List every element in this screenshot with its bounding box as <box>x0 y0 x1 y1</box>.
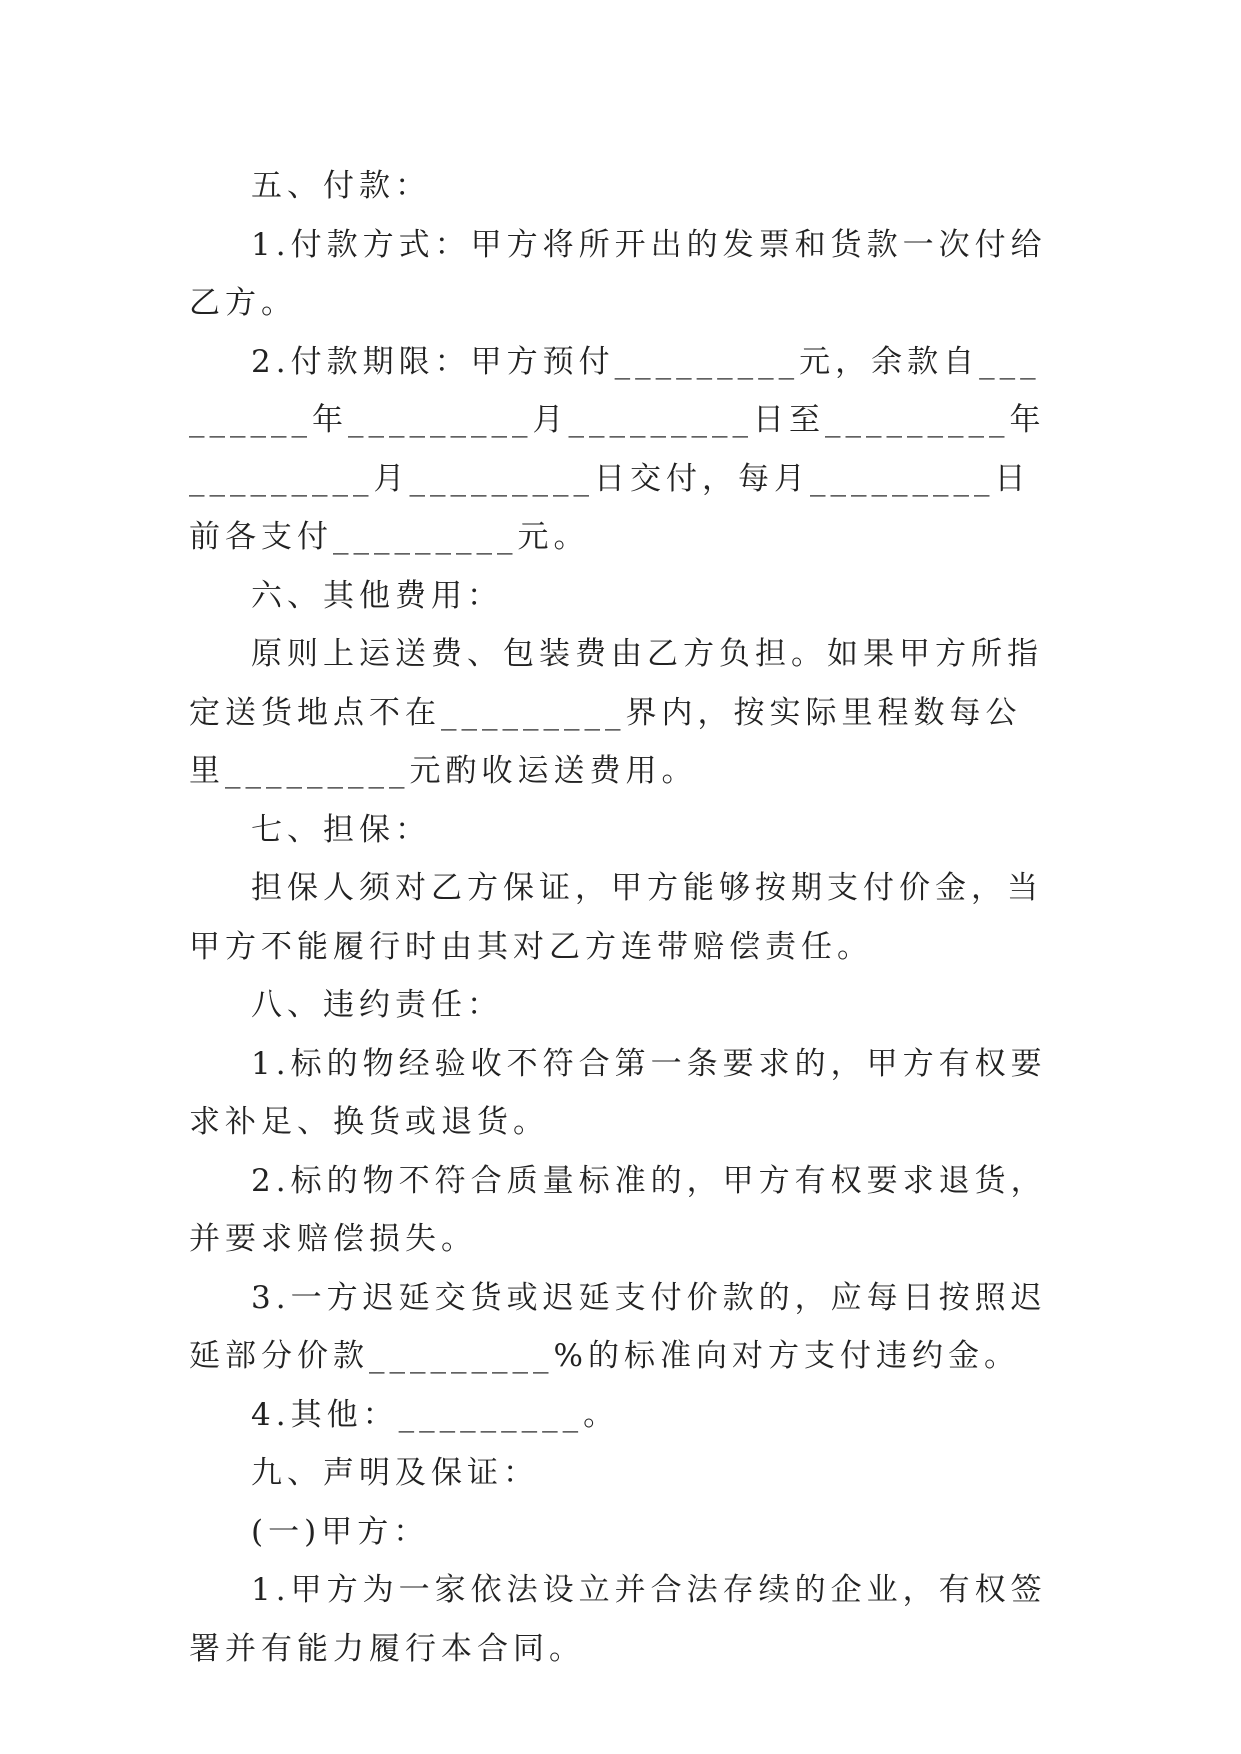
clause-payment-method: 1.付款方式：甲方将所开出的发票和货款一次付给乙方。 <box>189 226 1047 321</box>
section-heading-declarations: 九、声明及保证： <box>251 1455 539 1491</box>
clause-liability-4: 4.其他：_________。 <box>251 1396 620 1433</box>
section-heading-liability: 八、违约责任： <box>251 987 503 1023</box>
clause-liability-3: 3.一方迟延交货或迟延支付价款的，应每日按照迟延部分价款_________%的标准向对方支付违约金。 <box>189 1279 1047 1374</box>
section-heading-payment: 五、付款： <box>251 168 431 204</box>
contract-body <box>189 157 1054 1678</box>
section-heading-other-fees: 六、其他费用： <box>251 577 503 614</box>
section-heading-guarantee: 七、担保： <box>251 811 431 848</box>
clause-guarantee: 担保人须对乙方保证，甲方能够按期支付价金，当甲方不能履行时由其对乙方连带赔偿责任。 <box>189 870 1043 965</box>
clause-payment-term: 2.付款期限：甲方预付_________元，余款自_________年_________月_________日至_________年_________月_________日交付，每月_________日前各支付_________元。 <box>189 343 1046 555</box>
clause-liability-1: 1.标的物经验收不符合第一条要求的，甲方有权要求补足、换货或退货。 <box>189 1045 1047 1140</box>
clause-declaration-1: 1.甲方为一家依法设立并合法存续的企业，有权签署并有能力履行本合同。 <box>189 1572 1047 1667</box>
clause-shipping-fees: 原则上运送费、包装费由乙方负担。如果甲方所指定送货地点不在_________界内，按实际里程数每公里_________元酌收运送费用。 <box>189 636 1043 789</box>
subsection-party-a: (一)甲方： <box>251 1513 430 1550</box>
clause-liability-2: 2.标的物不符合质量标准的，甲方有权要求退货，并要求赔偿损失。 <box>189 1162 1047 1257</box>
